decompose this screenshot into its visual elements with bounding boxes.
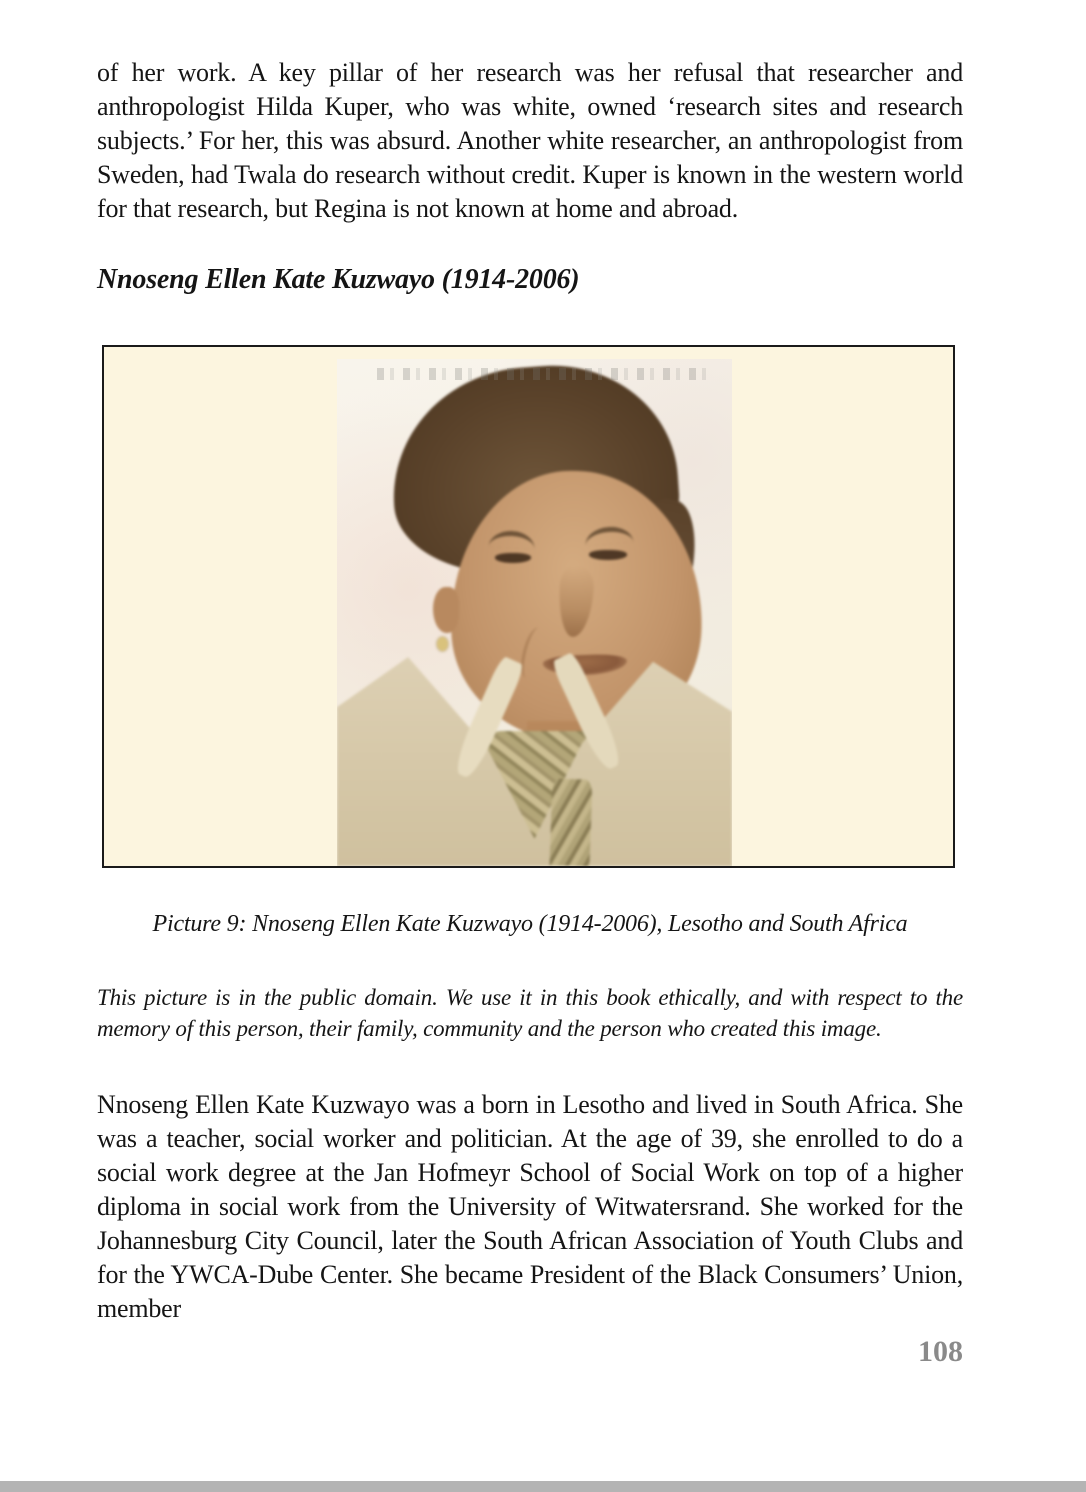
portrait-ear <box>433 587 459 633</box>
photo-frame <box>102 345 955 868</box>
figure-caption: Picture 9: Nnoseng Ellen Kate Kuzwayo (1914-2006), Lesotho and South Africa <box>152 911 908 937</box>
portrait-illustration <box>337 359 732 866</box>
portrait-earring <box>437 637 448 651</box>
paragraph-bottom: Nnoseng Ellen Kate Kuzwayo was a born in Lesotho and lived in South Africa. She was a teacher, social worker and politician. At the age of 39, she enrolled to do a social work degree at the Jan Hofmeyr School of Social Work on top of a higher diploma in social work from the University of Witwatersrand. She worked for the Johannesburg City Council, later the South African Association of Youth Clubs and for the YWCA-Dube Center. She became President of the Black Consumers’ Union, member <box>97 1090 963 1323</box>
portrait-tie <box>549 778 592 866</box>
section-heading: Nnoseng Ellen Kate Kuzwayo (1914-2006) <box>97 264 580 295</box>
window-bottom-edge <box>0 1481 1086 1492</box>
paragraph-top: of her work. A key pillar of her research was her refusal that researcher and anthropologist Hilda Kuper, who was white, owned ‘research sites and research subjects.’ For her, this was absurd. Another white researcher, an anthropologist from Sweden, had Twala do research without credit. Kuper is known in the western world for that research, but Regina is not known at home and abroad. <box>97 58 963 223</box>
photo-top-artifact <box>377 368 707 380</box>
portrait-eye-left <box>495 553 531 563</box>
portrait-eye-right <box>589 550 627 560</box>
figure-disclaimer: This picture is in the public domain. We use it in this book ethically, and with respect to the memory of this person, their family, community and the person who created this image. <box>97 985 963 1041</box>
page-number: 108 <box>918 1335 963 1368</box>
portrait-photo <box>337 359 732 866</box>
